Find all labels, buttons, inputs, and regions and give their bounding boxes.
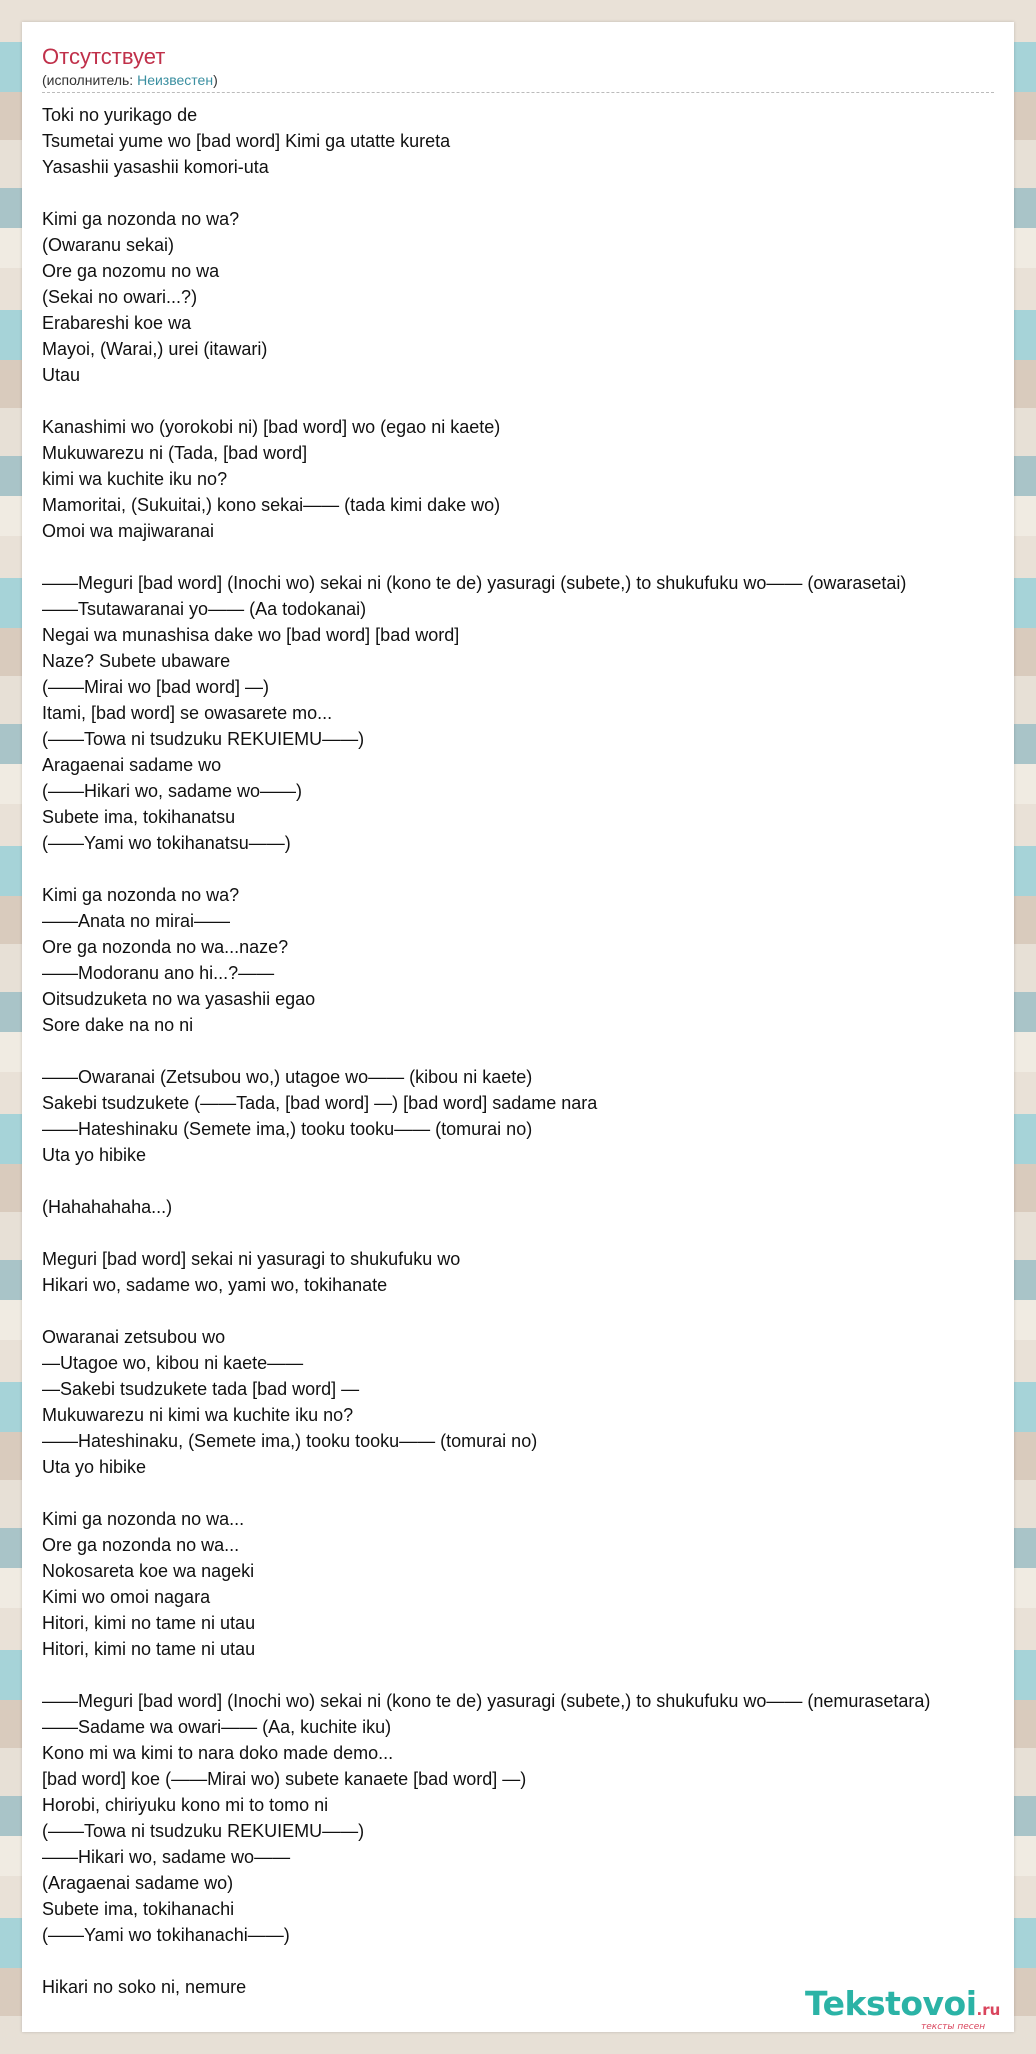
lyric-line: Kimi ga nozonda no wa... — [42, 1509, 245, 1529]
lyric-line: Negai wa munashisa dake wo [bad word] [bad word] — [42, 625, 460, 645]
lyric-line: Nokosareta koe wa nageki — [42, 1561, 255, 1581]
lyric-line: (——Towa ni tsudzuku REKUIEMU——) — [42, 1821, 365, 1841]
lyric-line: Mayoi, (Warai,) urei (itawari) — [42, 339, 268, 359]
lyric-line — [42, 1298, 1014, 1324]
lyric-line: Omoi wa majiwaranai — [42, 521, 215, 541]
lyric-line: Toki no yurikago de — [42, 105, 198, 125]
lyric-line: Tsumetai yume wo [bad word] Kimi ga utatte kureta — [42, 131, 451, 151]
logo-tld: .ru — [976, 2001, 1001, 2019]
lyric-line — [42, 1038, 1014, 1064]
lyric-line: Kono mi wa kimi to nara doko made demo... — [42, 1743, 394, 1763]
lyric-line: ——Hateshinaku (Semete ima,) tooku tooku—— (tomurai no) — [42, 1119, 533, 1139]
lyric-line: kimi wa kuchite iku no? — [42, 469, 228, 489]
lyric-line: (Sekai no owari...?) — [42, 287, 198, 307]
lyric-line: (——Hikari wo, sadame wo——) — [42, 781, 303, 801]
lyric-line: Ore ga nozonda no wa...naze? — [42, 937, 289, 957]
lyric-line: Kanashimi wo (yorokobi ni) [bad word] wo (egao ni kaete) — [42, 417, 501, 437]
lyric-line: (Aragaenai sadame wo) — [42, 1873, 234, 1893]
song-title: Отсутствует — [42, 44, 166, 69]
lyric-line: ——Tsutawaranai yo—— (Aa todokanai) — [42, 599, 367, 619]
lyric-line: ——Hateshinaku, (Semete ima,) tooku tooku—— (tomurai no) — [42, 1431, 538, 1451]
lyric-line: Sakebi tsudzukete (——Tada, [bad word] —) [bad word] sadame nara — [42, 1093, 598, 1113]
lyric-line: Mamoritai, (Sukuitai,) kono sekai—— (tada kimi dake wo) — [42, 495, 501, 515]
lyric-line: Kimi ga nozonda no wa? — [42, 209, 240, 229]
artist-prefix: (исполнитель: — [42, 72, 138, 88]
lyric-line: Horobi, chiriyuku kono mi to tomo ni — [42, 1795, 329, 1815]
lyric-line: (——Towa ni tsudzuku REKUIEMU——) — [42, 729, 365, 749]
lyric-line — [42, 388, 1014, 414]
lyric-line: Aragaenai sadame wo — [42, 755, 222, 775]
lyrics-card — [22, 22, 1014, 2032]
artist-suffix: ) — [213, 72, 218, 88]
lyric-line: (——Yami wo tokihanatsu——) — [42, 833, 291, 853]
lyric-line: (——Yami wo tokihanachi——) — [42, 1925, 290, 1945]
artist-line — [42, 72, 218, 88]
lyrics-text — [42, 102, 1014, 2000]
lyric-line: ——Hikari wo, sadame wo—— — [42, 1847, 291, 1867]
lyric-line: Erabareshi koe wa — [42, 313, 192, 333]
lyric-line: ——Meguri [bad word] (Inochi wo) sekai ni (kono te de) yasuragi (subete,) to shukufuku wo—— (nemurasetara) — [42, 1691, 931, 1711]
artist-link[interactable]: Неизвестен — [137, 72, 214, 88]
lyric-line: Uta yo hibike — [42, 1145, 147, 1165]
lyric-line — [42, 856, 1014, 882]
lyric-line: Owaranai zetsubou wo — [42, 1327, 226, 1347]
lyric-line — [42, 544, 1014, 570]
lyric-line: Hikari wo, sadame wo, yami wo, tokihanate — [42, 1275, 388, 1295]
lyric-line: Uta yo hibike — [42, 1457, 147, 1477]
lyric-line: Kimi wo omoi nagara — [42, 1587, 211, 1607]
lyric-line: [bad word] koe (——Mirai wo) subete kanaete [bad word] —) — [42, 1769, 527, 1789]
lyric-line: Hitori, kimi no tame ni utau — [42, 1613, 256, 1633]
lyric-line: Itami, [bad word] se owasarete mo... — [42, 703, 333, 723]
lyric-line: —Sakebi tsudzukete tada [bad word] — — [42, 1379, 360, 1399]
lyric-line: ——Anata no mirai—— — [42, 911, 231, 931]
lyric-line — [42, 1948, 1014, 1974]
lyric-line: (——Mirai wo [bad word] —) — [42, 677, 270, 697]
lyric-line — [42, 1168, 1014, 1194]
lyric-line: ——Owaranai (Zetsubou wo,) utagoe wo—— (kibou ni kaete) — [42, 1067, 533, 1087]
lyric-line: Hikari no soko ni, nemure — [42, 1977, 247, 1997]
lyric-line — [42, 1480, 1014, 1506]
lyric-line: Kimi ga nozonda no wa? — [42, 885, 240, 905]
logo-tagline: тексты песен — [921, 2022, 986, 2032]
lyric-line — [42, 1220, 1014, 1246]
lyric-line — [42, 180, 1014, 206]
logo-name: Tekstovoi — [805, 1984, 977, 2023]
lyric-line: (Owaranu sekai) — [42, 235, 175, 255]
lyric-line: ——Meguri [bad word] (Inochi wo) sekai ni (kono te de) yasuragi (subete,) to shukufuku wo—— (owarasetai) — [42, 573, 907, 593]
lyric-line: Sore dake na no ni — [42, 1015, 194, 1035]
lyric-line: Ore ga nozonda no wa... — [42, 1535, 240, 1555]
lyric-line: Hitori, kimi no tame ni utau — [42, 1639, 256, 1659]
lyric-line: Subete ima, tokihanatsu — [42, 807, 236, 827]
lyric-line: Yasashii yasashii komori-uta — [42, 157, 269, 177]
lyric-line: Mukuwarezu ni kimi wa kuchite iku no? — [42, 1405, 354, 1425]
lyric-line: ——Sadame wa owari—— (Aa, kuchite iku) — [42, 1717, 392, 1737]
lyric-line — [42, 1662, 1014, 1688]
lyric-line: Mukuwarezu ni (Tada, [bad word] — [42, 443, 308, 463]
lyric-line: (Hahahahaha...) — [42, 1197, 173, 1217]
lyric-line: Naze? Subete ubaware — [42, 651, 231, 671]
title-divider — [42, 92, 994, 93]
lyric-line: ——Modoranu ano hi...?—— — [42, 963, 275, 983]
lyric-line: —Utagoe wo, kibou ni kaete—— — [42, 1353, 304, 1373]
lyric-line: Utau — [42, 365, 81, 385]
lyric-line: Ore ga nozomu no wa — [42, 261, 220, 281]
lyric-line: Meguri [bad word] sekai ni yasuragi to shukufuku wo — [42, 1249, 461, 1269]
lyric-line: Subete ima, tokihanachi — [42, 1899, 235, 1919]
site-logo[interactable] — [805, 1984, 1001, 2032]
lyric-line: Oitsudzuketa no wa yasashii egao — [42, 989, 316, 1009]
